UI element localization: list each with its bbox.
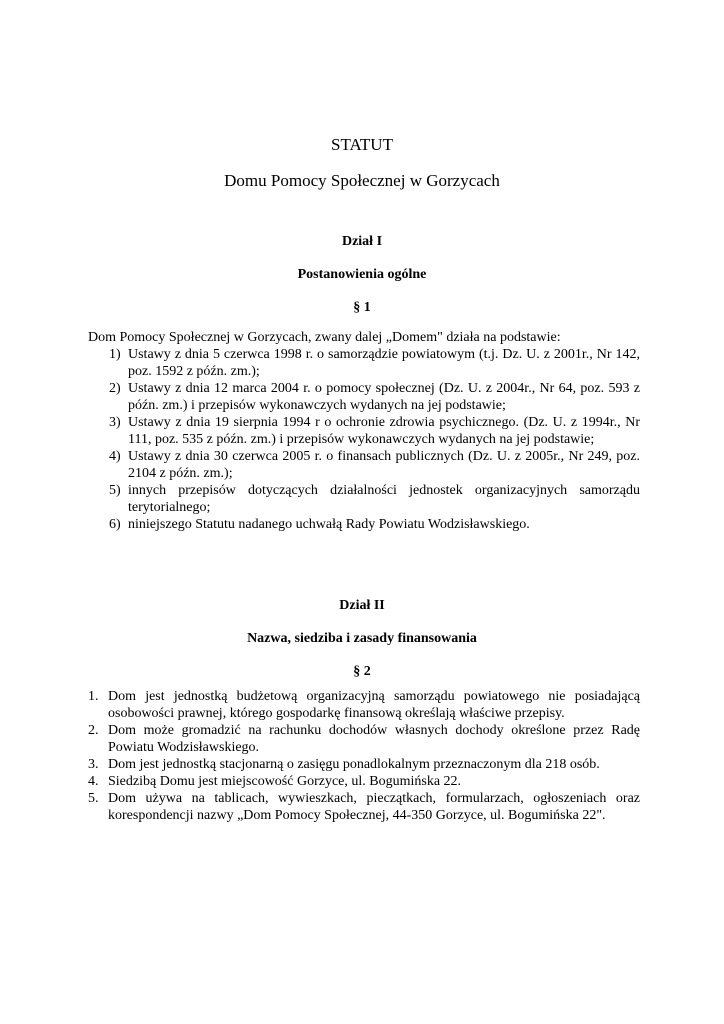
- list-item: [88, 756, 640, 773]
- list-number: 6): [109, 517, 121, 532]
- section2-paragraph-mark: § 2: [353, 664, 371, 679]
- list-text: niniejszego Statutu nadanego uchwałą Rady Powiatu Wodzisławskiego.: [128, 517, 530, 532]
- list-number: 2): [109, 381, 121, 396]
- list-text: innych przepisów dotyczących działalności jednostek organizacyjnych samorządu terytorialnego;: [128, 483, 640, 515]
- list-number: 2.: [88, 723, 99, 738]
- list-number: 3): [109, 415, 121, 430]
- list-item: [88, 773, 640, 790]
- section1-intro: Dom Pomocy Społecznej w Gorzycach, zwany dalej „Domem" działa na podstawie:: [88, 330, 561, 345]
- list-number: 1.: [88, 689, 99, 704]
- list-item: [88, 722, 640, 756]
- document-subtitle: Domu Pomocy Społecznej w Gorzycach: [224, 171, 500, 190]
- list-item: [88, 688, 640, 722]
- section1-paragraph-mark: § 1: [353, 300, 371, 315]
- section1-list: [88, 346, 640, 533]
- list-text: Ustawy z dnia 30 czerwca 2005 r. o finansach publicznych (Dz. U. z 2005r., Nr 249, poz. 2104 z późn. zm.);: [128, 449, 640, 481]
- list-number: 3.: [88, 757, 99, 772]
- list-text: Dom jest jednostką stacjonarną o zasięgu ponadlokalnym przeznaczonym dla 218 osób.: [108, 757, 600, 772]
- section2-heading: Dział II: [339, 598, 385, 613]
- list-text: Siedzibą Domu jest miejscowość Gorzyce, ul. Bogumińska 22.: [108, 774, 462, 789]
- list-item: [88, 516, 640, 533]
- document-title: STATUT: [331, 135, 393, 154]
- list-number: 5.: [88, 791, 99, 806]
- section2-title: Nazwa, siedziba i zasady finansowania: [247, 631, 477, 646]
- section2-list: [88, 688, 640, 824]
- list-item: [88, 448, 640, 482]
- list-text: Dom używa na tablicach, wywieszkach, pieczątkach, formularzach, ogłoszeniach oraz korespondencji nazwy „Dom Pomocy Społecznej, 44-350 Gorzyce, ul. Bogumińska 22".: [108, 791, 640, 823]
- list-number: 1): [109, 347, 121, 362]
- section1-heading: Dział I: [341, 234, 383, 249]
- list-number: 5): [109, 483, 121, 498]
- list-number: 4): [109, 449, 121, 464]
- list-item: [88, 380, 640, 414]
- list-item: [88, 482, 640, 516]
- list-text: Ustawy z dnia 12 marca 2004 r. o pomocy społecznej (Dz. U. z 2004r., Nr 64, poz. 593 z późn. zm.) i przepisów wykonawczych wydanych na jej podstawie;: [128, 381, 640, 413]
- list-text: Dom może gromadzić na rachunku dochodów własnych dochody określone przez Radę Powiatu Wodzisławskiego.: [108, 723, 640, 755]
- list-number: 4.: [88, 774, 99, 789]
- list-item: [88, 790, 640, 824]
- section1-title: Postanowienia ogólne: [297, 267, 427, 282]
- list-item: [88, 346, 640, 380]
- list-text: Ustawy z dnia 5 czerwca 1998 r. o samorządzie powiatowym (t.j. Dz. U. z 2001r., Nr 142, poz. 1592 z późn. zm.);: [128, 347, 640, 379]
- list-text: Ustawy z dnia 19 sierpnia 1994 r o ochronie zdrowia psychicznego. (Dz. U. z 1994r., Nr 111, poz. 535 z późn. zm.) i przepisów wykonawczych wydanych na jej podstawie;: [128, 415, 640, 447]
- list-text: Dom jest jednostką budżetową organizacyjną samorządu powiatowego nie posiadającą osobowości prawnej, którego gospodarkę finansową określają właściwe przepisy.: [108, 689, 640, 721]
- list-item: [88, 414, 640, 448]
